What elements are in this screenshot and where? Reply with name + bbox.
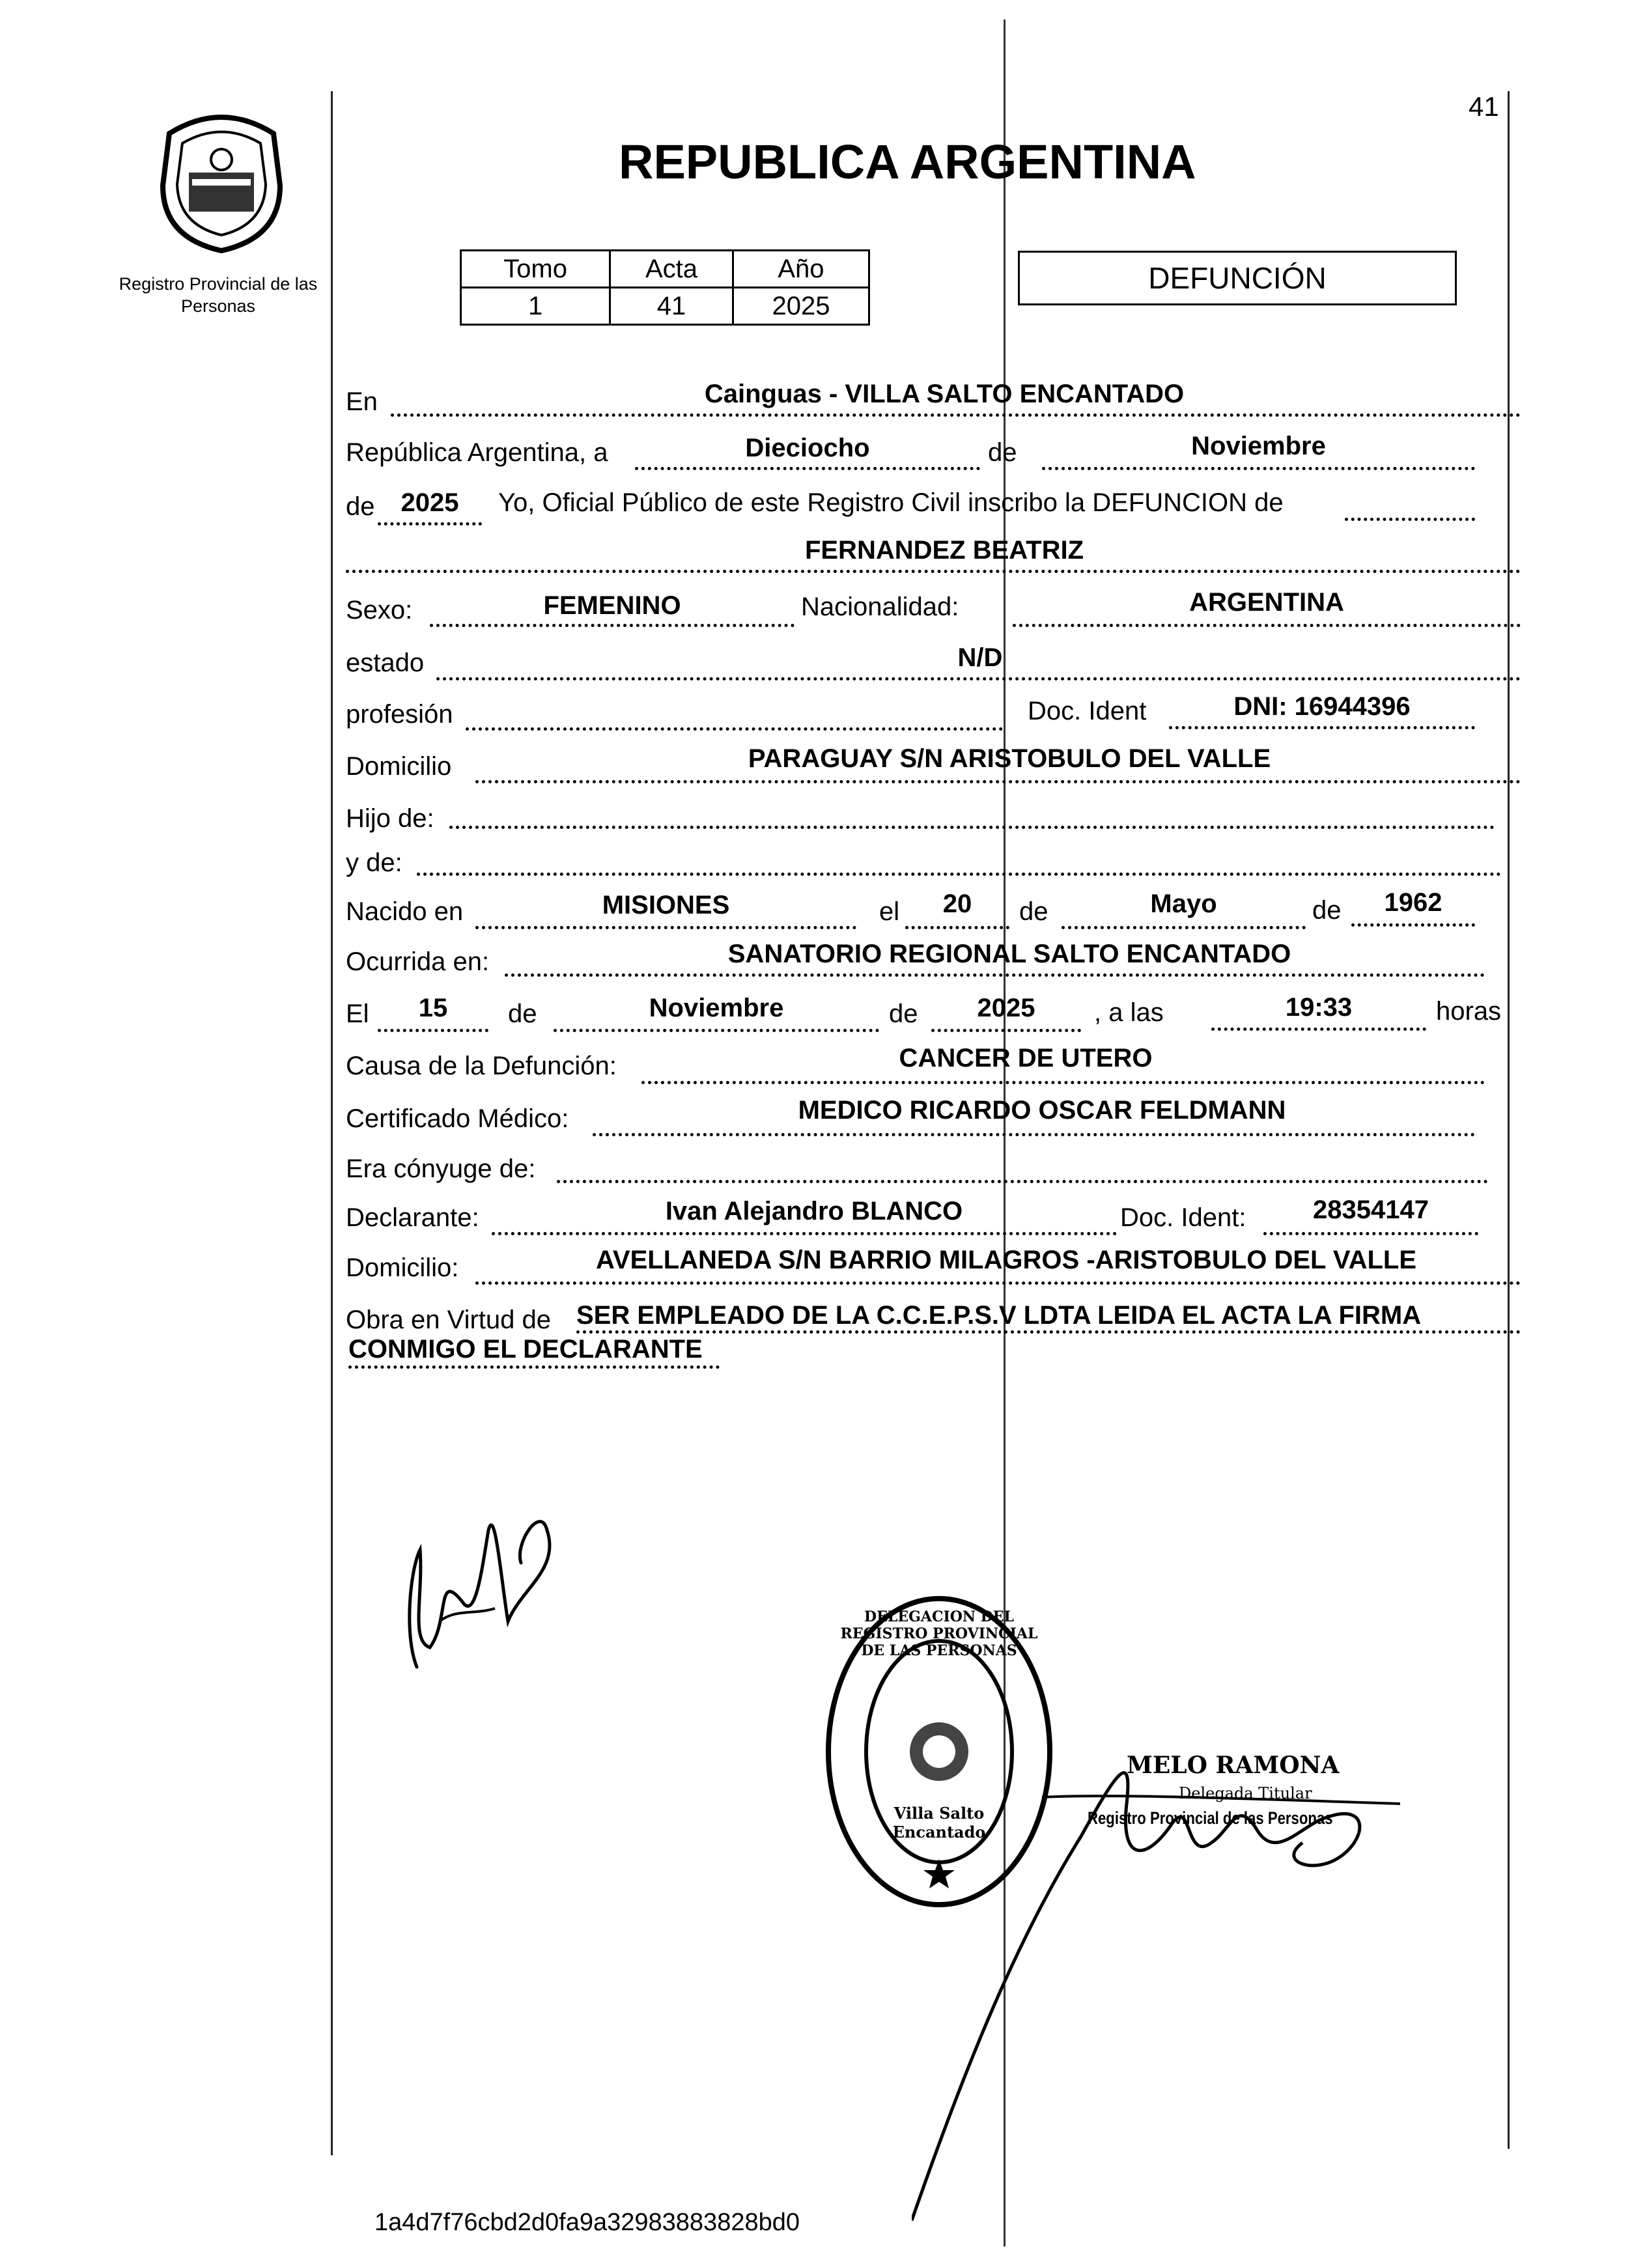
republica-label: República Argentina, a <box>346 438 608 467</box>
certificado-dots <box>593 1133 1475 1136</box>
causa-dots <box>641 1081 1485 1084</box>
declarant-signature <box>391 1491 573 1673</box>
en-dots <box>391 413 1521 417</box>
tomo-value: 1 <box>461 288 610 325</box>
birth-day: 20 <box>942 889 972 918</box>
doc2-value: 28354147 <box>1313 1196 1429 1224</box>
death-time: 19:33 <box>1285 993 1353 1022</box>
nacido-dots <box>475 926 856 929</box>
causa-value: CANCER DE UTERO <box>899 1044 1153 1072</box>
profesion-label: profesión <box>346 700 453 729</box>
doc2-dots <box>1263 1232 1478 1235</box>
doc2-label: Doc. Ident: <box>1120 1203 1246 1232</box>
domicilio-value: PARAGUAY S/N ARISTOBULO DEL VALLE <box>748 744 1271 773</box>
ocurrida-value: SANATORIO REGIONAL SALTO ENCANTADO <box>727 940 1291 968</box>
death-month-dots <box>554 1029 879 1032</box>
declarante-dots <box>492 1232 1117 1235</box>
ano-value: 2025 <box>733 288 869 325</box>
el2-label: El <box>346 1000 369 1028</box>
birth-year-dots <box>1351 923 1475 927</box>
death-day: 15 <box>418 994 448 1022</box>
domicilio2-label: Domicilio: <box>346 1253 459 1282</box>
document-hash: 1a4d7f76cbd2d0fa9a32983883828bd0 <box>374 2209 800 2236</box>
birth-month-dots <box>1062 926 1306 929</box>
domicilio-label: Domicilio <box>346 752 452 781</box>
certificado-label: Certificado Médico: <box>346 1104 569 1133</box>
estado-label: estado <box>346 649 425 677</box>
de4-label: de <box>508 1000 537 1028</box>
estado-dots <box>436 677 1521 680</box>
de3-label: de <box>1312 896 1342 925</box>
declarante-value: Ivan Alejandro BLANCO <box>665 1197 963 1225</box>
ocurrida-dots <box>505 973 1485 977</box>
el-label: el <box>879 897 900 926</box>
death-month: Noviembre <box>649 994 784 1022</box>
declarante-label: Declarante: <box>346 1203 479 1232</box>
estado-value: N/D <box>957 643 1003 672</box>
day-dots <box>635 467 980 470</box>
hijo-label: Hijo de: <box>346 804 434 833</box>
year-dots <box>378 522 482 525</box>
tomo-header: Tomo <box>461 251 610 288</box>
obra-value-2: CONMIGO EL DECLARANTE <box>348 1335 703 1364</box>
ocurrida-label: Ocurrida en: <box>346 947 490 976</box>
record-type: DEFUNCIÓN <box>1148 261 1327 295</box>
stamp-inner-text: Villa Salto Encantado <box>892 1804 986 1841</box>
hijo-dots <box>449 826 1495 829</box>
alas-label: , a las <box>1094 998 1164 1027</box>
year-value: 2025 <box>401 488 459 517</box>
death-time-dots <box>1211 1028 1426 1031</box>
conyuge-label: Era cónyuge de: <box>346 1155 536 1183</box>
de-label: de <box>988 438 1017 467</box>
official-title: Delegada Titular <box>1179 1784 1312 1802</box>
nacionalidad-label: Nacionalidad: <box>801 593 959 621</box>
provincial-seal <box>150 107 293 257</box>
nacionalidad-dots <box>1013 624 1521 627</box>
statement-dots <box>1345 518 1475 521</box>
profesion-dots <box>466 727 1003 731</box>
y-dots <box>417 873 1501 876</box>
birth-month: Mayo <box>1150 889 1217 918</box>
left-margin-line <box>331 91 333 2155</box>
year-label: de <box>346 492 375 521</box>
en-value: Cainguas - VILLA SALTO ENCANTADO <box>704 380 1185 408</box>
sexo-value: FEMENINO <box>543 591 681 620</box>
death-day-dots <box>378 1029 488 1032</box>
certificado-value: MEDICO RICARDO OSCAR FELDMANN <box>798 1096 1286 1125</box>
obra-dots-1 <box>576 1330 1521 1334</box>
deceased-name: FERNANDEZ BEATRIZ <box>804 536 1084 565</box>
horas-label: horas <box>1436 997 1502 1026</box>
statement: Yo, Oficial Público de este Registro Civil inscribo la DEFUNCION de <box>498 488 1284 517</box>
nacionalidad-value: ARGENTINA <box>1189 588 1344 617</box>
record-type-box <box>1018 251 1457 305</box>
right-margin-line <box>1508 91 1510 2149</box>
ano-header: Año <box>733 251 869 288</box>
record-table <box>460 249 870 326</box>
y-label: y de: <box>346 848 402 877</box>
death-year: 2025 <box>977 994 1035 1022</box>
acta-value: 41 <box>610 288 733 325</box>
conyuge-dots <box>557 1180 1488 1183</box>
causa-label: Causa de la Defunción: <box>346 1052 617 1080</box>
nacido-label: Nacido en <box>346 897 464 926</box>
registry-name: Registro Provincial de las Personas <box>119 274 318 316</box>
death-year-dots <box>931 1029 1081 1032</box>
doc-value: DNI: 16944396 <box>1233 692 1411 721</box>
domicilio2-value: AVELLANEDA S/N BARRIO MILAGROS -ARISTOBULO DEL VALLE <box>595 1246 1417 1274</box>
nacido-value: MISIONES <box>602 891 730 919</box>
acta-header: Acta <box>610 251 733 288</box>
month-dots <box>1042 467 1475 470</box>
doc-dots <box>1169 726 1475 729</box>
official-office: Registro Provincial de las Personas <box>1088 1808 1333 1828</box>
sexo-dots <box>430 624 795 627</box>
de5-label: de <box>889 1000 918 1028</box>
birth-year: 1962 <box>1384 888 1442 917</box>
stamp-ring-text: DELEGACION DEL REGISTRO PROVINCIAL DE LAS PERSONAS <box>840 1608 1038 1659</box>
domicilio-dots <box>475 780 1521 783</box>
page-number: 41 <box>1469 91 1499 122</box>
domicilio2-dots <box>475 1281 1521 1285</box>
birth-day-dots <box>905 926 1009 929</box>
obra-value-1: SER EMPLEADO DE LA C.C.E.P.S.V LDTA LEIDA EL ACTA LA FIRMA <box>576 1301 1422 1330</box>
de2-label: de <box>1019 897 1048 926</box>
month-value: Noviembre <box>1191 432 1326 460</box>
sexo-label: Sexo: <box>346 596 413 624</box>
obra-dots-2 <box>348 1365 720 1369</box>
doc-label: Doc. Ident <box>1028 697 1147 725</box>
country-title: REPUBLICA ARGENTINA <box>619 135 1196 189</box>
day-value: Dieciocho <box>745 434 870 462</box>
official-name: MELO RAMONA <box>1127 1752 1340 1779</box>
obra-label: Obra en Virtud de <box>346 1306 552 1334</box>
en-label: En <box>346 387 378 416</box>
name-dots <box>346 570 1521 573</box>
official-signature <box>912 1667 1420 2227</box>
